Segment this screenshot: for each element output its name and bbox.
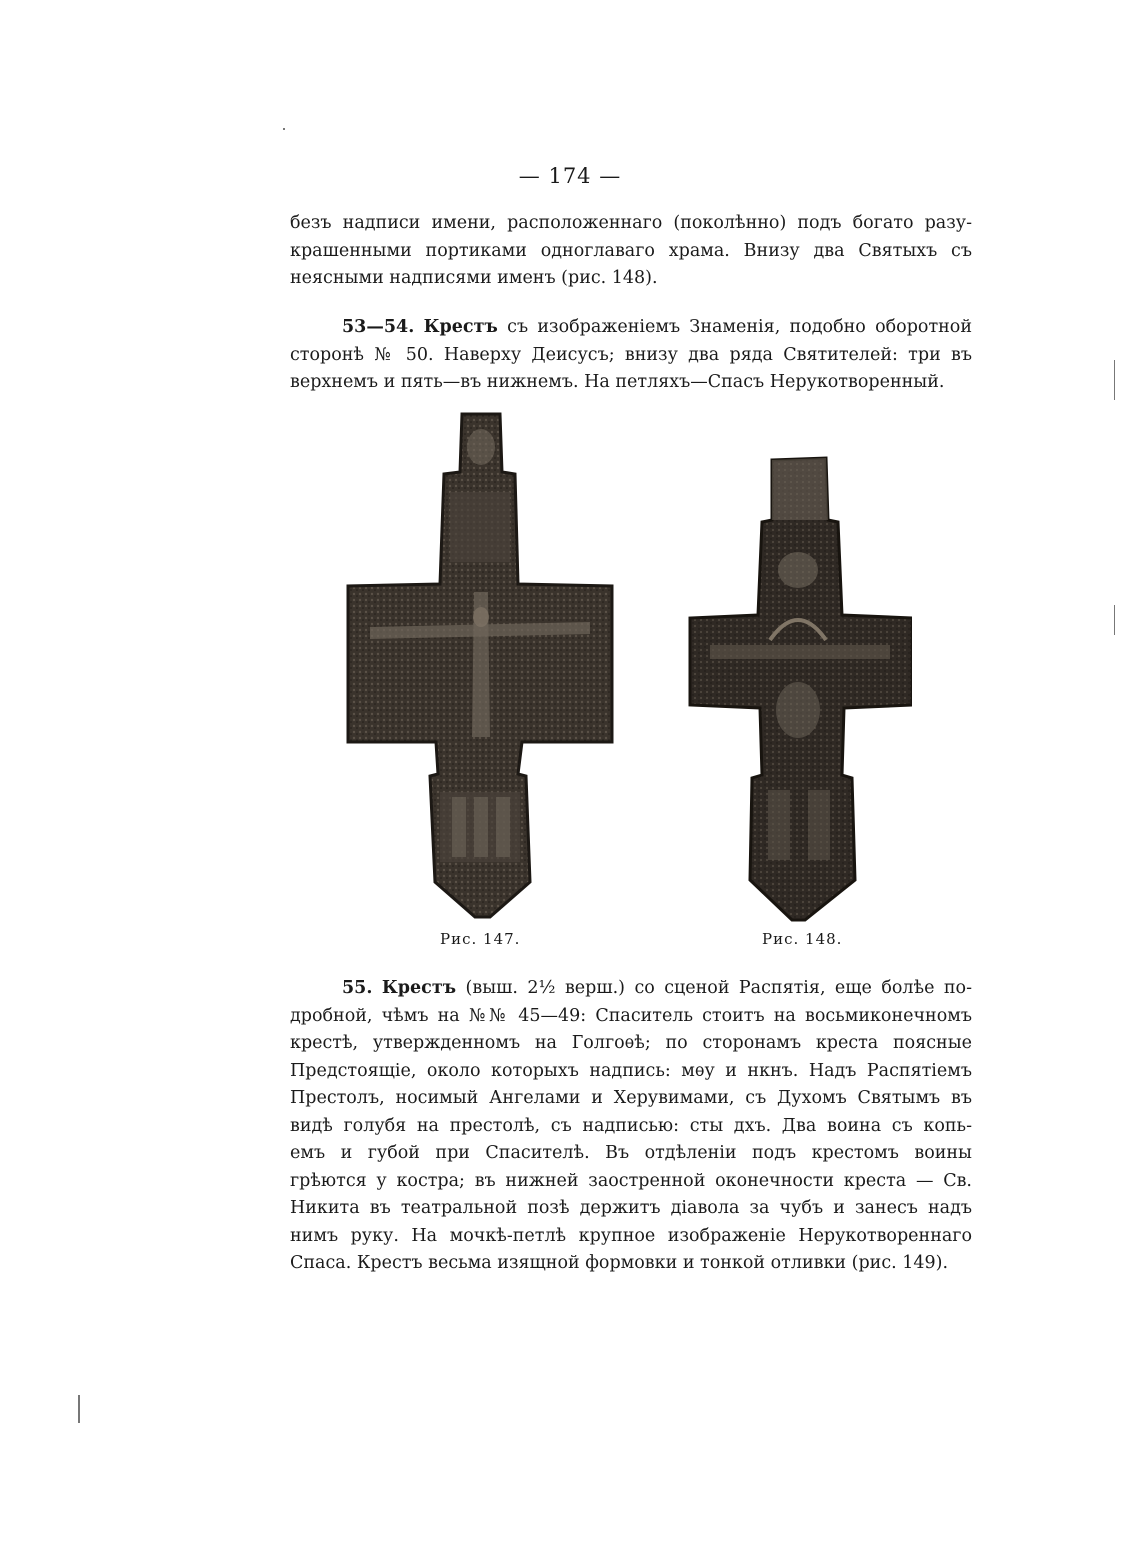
text-line: Престолъ, носимый Ангелами и Херувимами, съ Духомъ Святымъ въ [290, 1088, 972, 1108]
paragraph-entry-53-54 [290, 314, 972, 397]
figure-caption-148: Рис. 148. [762, 930, 843, 948]
entry-number: 55. [342, 978, 373, 998]
entry-heading: Крестъ [423, 317, 498, 337]
scan-artifact [283, 128, 285, 130]
scan-artifact [1114, 360, 1115, 400]
text-line: нимъ руку. На мочкѣ-петлѣ крупное изображеніе Нерукотвореннаго [290, 1225, 972, 1246]
text-line: емъ и губой при Спасителѣ. Въ отдѣленіи подъ крестомъ воины [290, 1143, 972, 1163]
cross-crucifixion-image [340, 412, 622, 922]
text-line: безъ надписи имени, расположеннаго (поколѣнно) подъ богато разу- [290, 213, 972, 233]
scan-artifact [1114, 605, 1115, 635]
figure-148 [680, 450, 912, 925]
paragraph-entry-55 [290, 975, 972, 1278]
text-line: грѣются у костра; въ нижней заостренной оконечности креста — Св. [290, 1170, 972, 1191]
scan-artifact [78, 1395, 80, 1423]
text-line: сторонѣ № 50. Наверху Деисусъ; внизу два ряда Святителей: три въ [290, 344, 972, 365]
paragraph-continuation [290, 210, 972, 293]
entry-text: (выш. 2½ верш.) со сценой Распятія, еще болѣе по- [465, 978, 972, 998]
text-line: Спаса. Крестъ весьма изящной формовки и тонкой отливки (рис. 149). [290, 1253, 949, 1273]
page-number: — 174 — [518, 164, 622, 188]
text-line [290, 975, 972, 1003]
entry-heading: Крестъ [381, 978, 457, 998]
cross-sign-image [680, 450, 912, 925]
text-line: верхнемъ и пять—въ нижнемъ. На петляхъ—Спасъ Нерукотворенный. [290, 372, 945, 392]
text-line: Предстоящіе, около которыхъ надпись: мѳу и нкнъ. Надъ Распятіемъ [290, 1060, 972, 1081]
text-line: видѣ голубя на престолѣ, съ надписью: сты дхъ. Два воина съ копь- [290, 1115, 972, 1136]
entry-text: съ изображеніемъ Знаменія, подобно оборотной [507, 317, 972, 337]
entry-number: 53—54. [342, 317, 415, 337]
text-line: Никита въ театральной позѣ держитъ діавола за чубъ и занесъ надъ [290, 1198, 972, 1218]
text-line [290, 314, 972, 342]
text-line: крестѣ, утвержденномъ на Голгоѳѣ; по сторонамъ креста поясные [290, 1033, 972, 1053]
text-line: крашенными портиками одноглаваго храма. Внизу два Святыхъ съ [290, 240, 972, 261]
text-line: неясными надписями именъ (рис. 148). [290, 268, 658, 288]
figure-147 [340, 412, 622, 922]
text-line: дробной, чѣмъ на №№ 45—49: Спаситель стоитъ на восьмиконечномъ [290, 1005, 972, 1026]
figure-caption-147: Рис. 147. [440, 930, 521, 948]
